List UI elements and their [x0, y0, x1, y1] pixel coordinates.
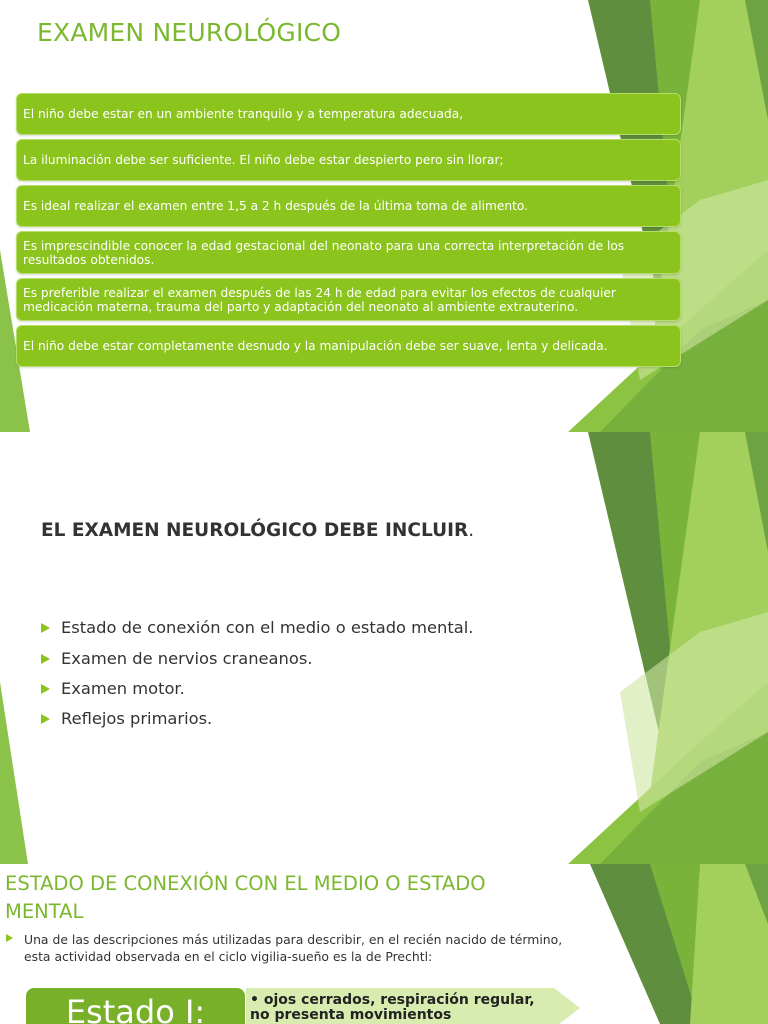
- bullet-text: Estado de conexión con el medio o estado mental.: [61, 618, 474, 637]
- bullet-arrow-icon: [41, 714, 50, 724]
- slide-title-period: .: [468, 520, 475, 541]
- list-item-text: La iluminación debe ser suficiente. El niño debe estar despierto pero sin llorar;: [23, 153, 504, 167]
- list-item-text: El niño debe estar en un ambiente tranquilo y a temperatura adecuada,: [23, 107, 464, 121]
- bullet-text: Examen de nervios craneanos.: [61, 649, 313, 668]
- slide-3: [0, 864, 768, 1024]
- list-item-text: Es ideal realizar el examen entre 1,5 a 2 h después de la última toma de alimento.: [23, 199, 529, 213]
- slide-title: ESTADO DE CONEXIÓN CON EL MEDIO O ESTADO MENTAL: [5, 872, 486, 923]
- slide-title-text: EL EXAMEN NEUROLÓGICO DEBE INCLUIR: [41, 520, 469, 541]
- list-item: [16, 139, 681, 181]
- list-item-text: Es imprescindible conocer la edad gestacional del neonato para una correcta interpretación de los resultados obtenidos.: [23, 238, 625, 267]
- bullet-arrow-icon: [6, 934, 13, 942]
- slide-title: EXAMEN NEUROLÓGICO: [37, 18, 342, 47]
- list-item-text: Es preferible realizar el examen después de las 24 h de edad para evitar los efectos de cualquier medicación materna, trauma del parto y adaptación del neonato al ambiente extrauterino.: [23, 285, 616, 314]
- slide-title: [41, 520, 474, 541]
- bullet-arrow-icon: [41, 654, 50, 664]
- slide-1: [0, 0, 768, 432]
- paragraph-text: Una de las descripciones más utilizadas para describir, en el recién nacido de término, esta actividad observada en el ciclo vigilia-sueño es la de Prechtl:: [24, 932, 563, 964]
- list-item-text: El niño debe estar completamente desnudo y la manipulación debe ser suave, lenta y delicada.: [23, 339, 608, 353]
- bullet-text: Examen motor.: [61, 679, 185, 698]
- list-item: [16, 278, 681, 321]
- state-label: Estado I:: [65, 993, 206, 1024]
- state-description: • ojos cerrados, respiración regular, no presenta movimientos: [250, 992, 535, 1023]
- bullet-item: [41, 709, 212, 728]
- bullet-arrow-icon: [41, 623, 50, 633]
- bullet-item: [41, 649, 312, 668]
- list-item: [16, 325, 681, 367]
- bullet-item: [41, 679, 185, 698]
- background-decoration: [0, 432, 768, 864]
- list-item: [16, 185, 681, 227]
- bullet-text: Reflejos primarios.: [61, 709, 213, 728]
- paragraph: [6, 931, 588, 965]
- list-item: [16, 93, 681, 135]
- state-description-text: ojos cerrados, respiración regular, no presenta movimientos: [250, 992, 535, 1023]
- bullet-arrow-icon: [41, 684, 50, 694]
- list-item: [16, 231, 681, 274]
- slide-2: [0, 432, 768, 864]
- bullet-item: [41, 618, 473, 637]
- state-label-box: [26, 988, 245, 1024]
